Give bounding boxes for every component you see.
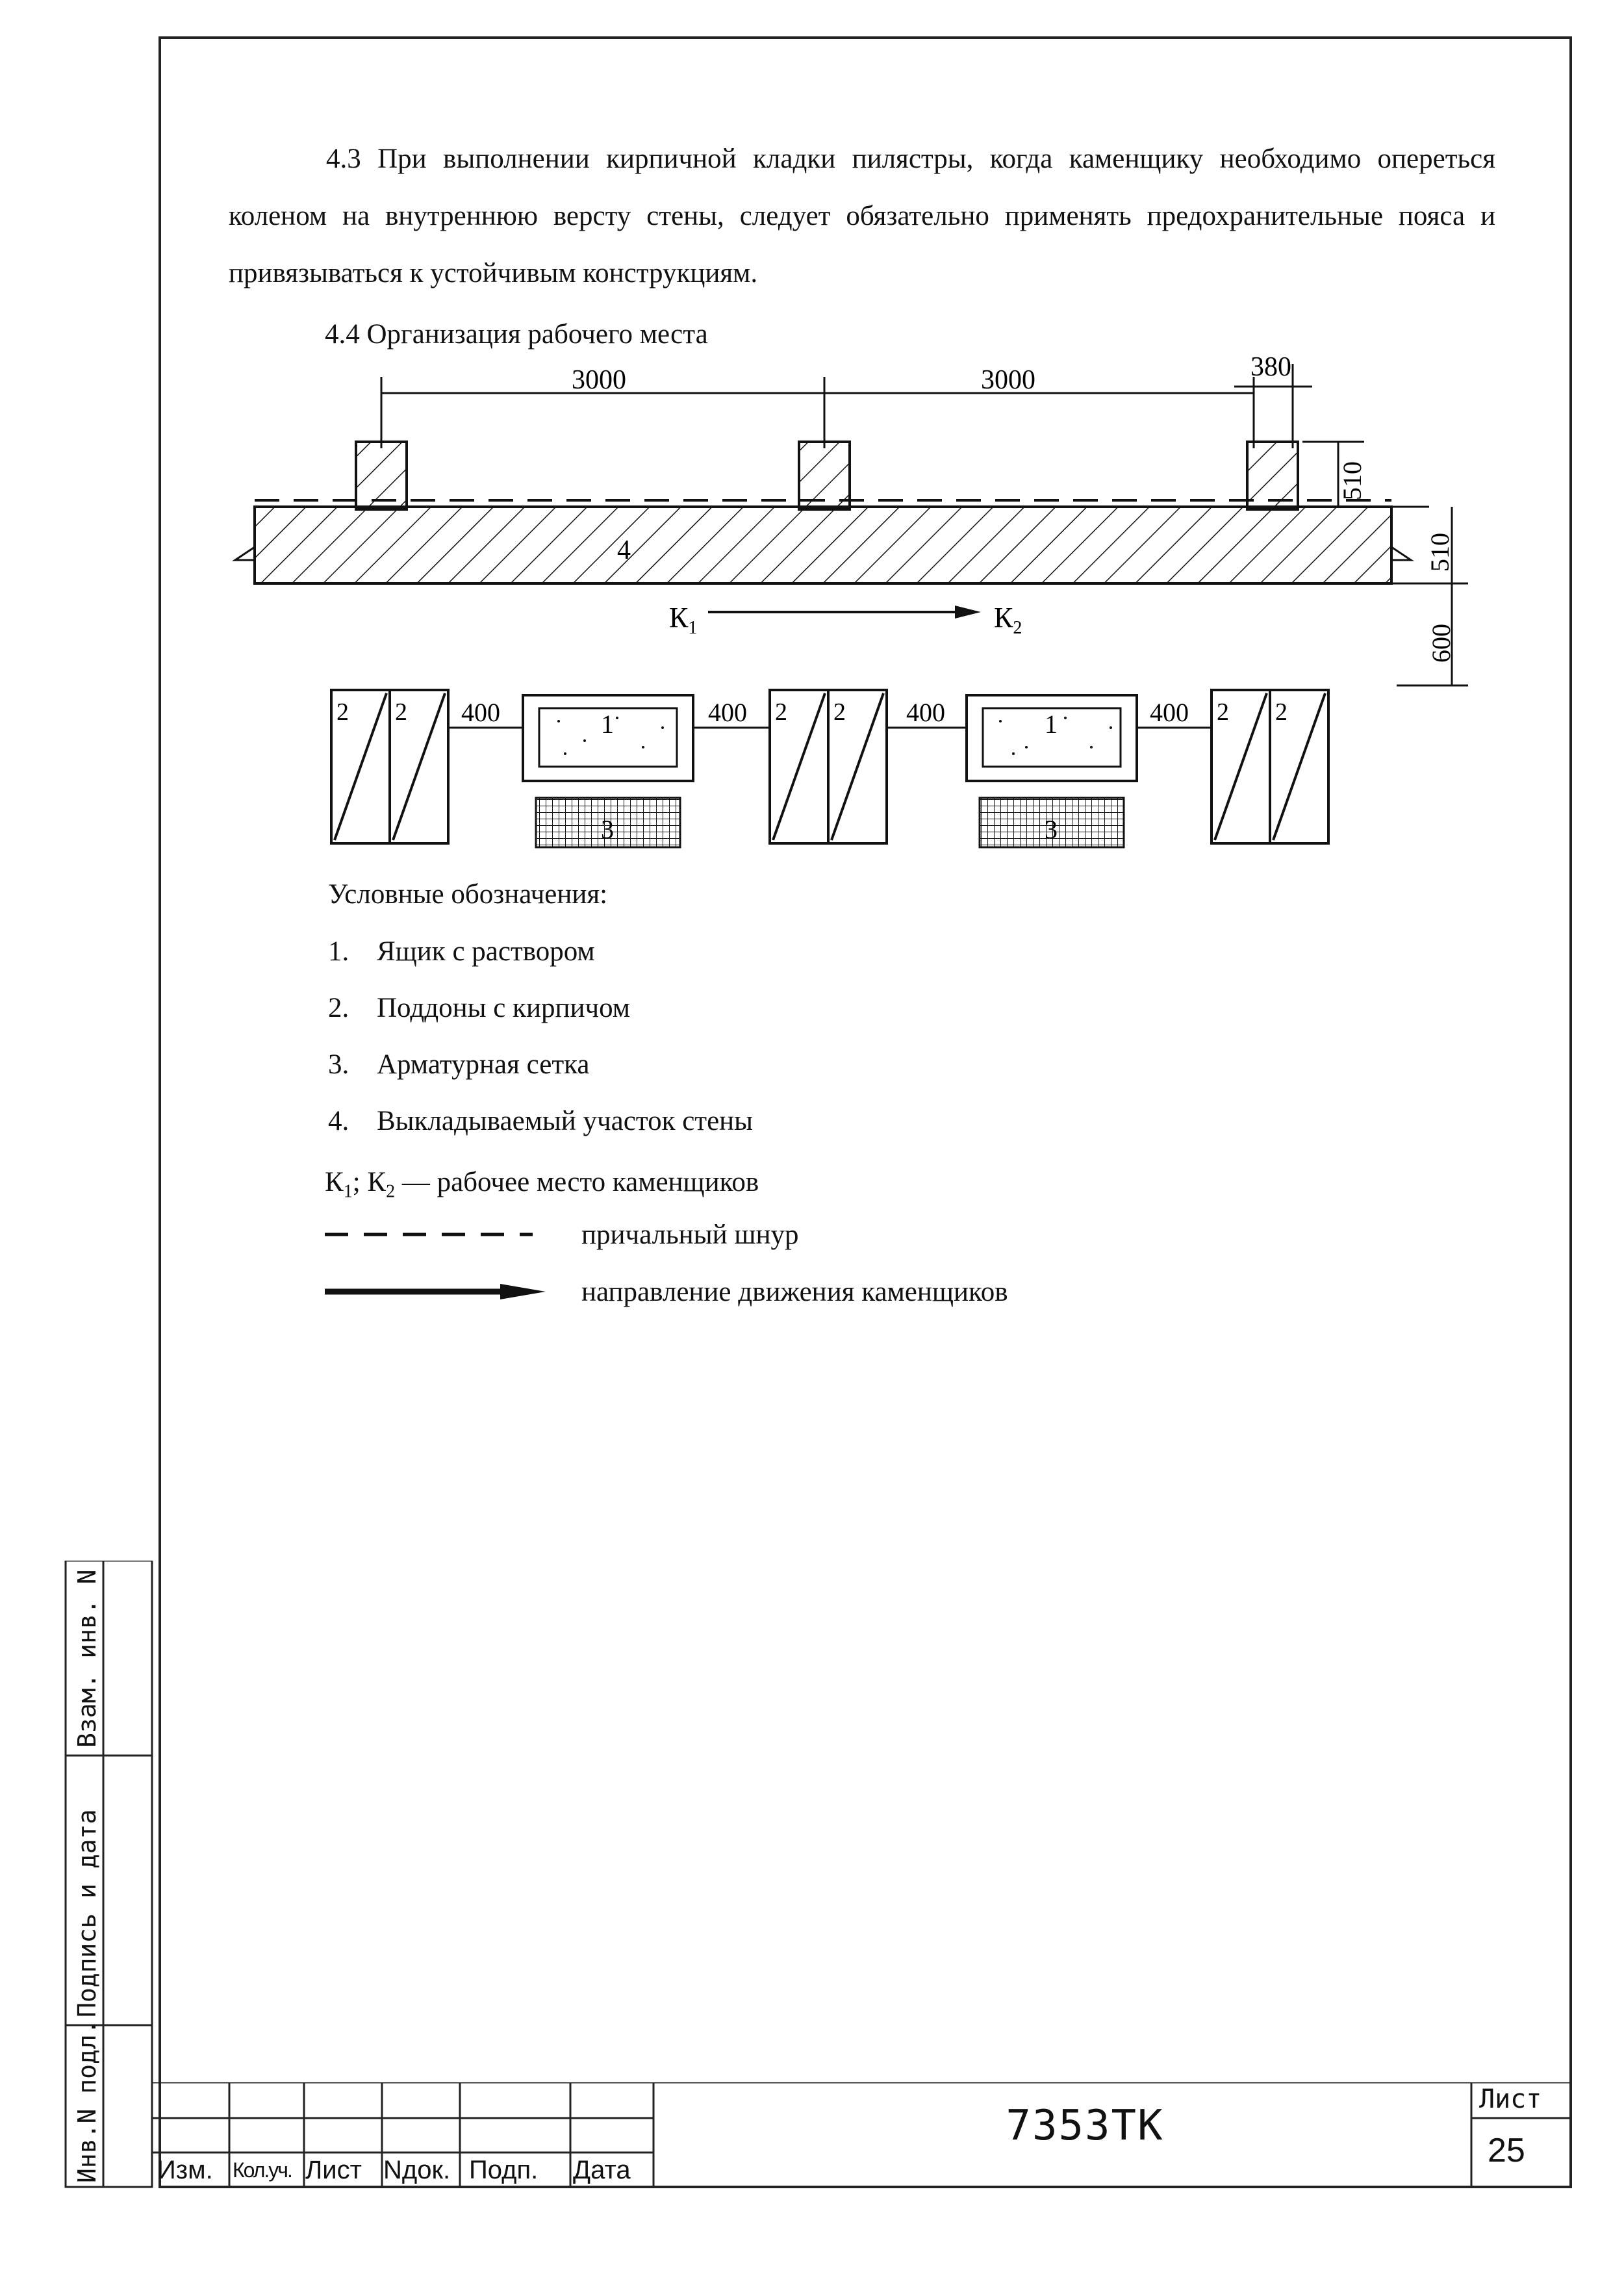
svg-text:1: 1 bbox=[1045, 709, 1058, 739]
side-label-vzam: Взам. инв. N bbox=[73, 1569, 101, 1748]
legend-title: Условные обозначения: bbox=[328, 879, 608, 910]
svg-text:400: 400 bbox=[906, 698, 945, 727]
legend-arrow bbox=[325, 1279, 546, 1305]
paragraph-4-3: 4.3 При выполнении кирпичной кладки пилястры, когда каменщику необходимо опереться коленом на внутреннюю версту стены, следует обязательно применять предохранительные пояса и привязываться к устойчивым конструкциям. bbox=[229, 144, 1495, 288]
svg-text:2: 2 bbox=[1217, 698, 1229, 726]
col-ndok: Nдок. bbox=[383, 2156, 451, 2184]
wall-label: 4 bbox=[617, 535, 631, 565]
legend-dashed-text: причальный шнур bbox=[581, 1220, 799, 1250]
svg-text:1: 1 bbox=[601, 709, 614, 739]
svg-text:3: 3 bbox=[601, 815, 614, 844]
svg-text:400: 400 bbox=[1150, 698, 1189, 727]
svg-text:2: 2 bbox=[775, 698, 787, 726]
sheet-number: 25 bbox=[1488, 2132, 1525, 2169]
dim-510-wall: 510 bbox=[1425, 533, 1454, 572]
svg-text:2: 2 bbox=[336, 698, 349, 726]
legend-item-4: 4. Выкладываемый участок стены bbox=[328, 1106, 754, 1136]
svg-text:2: 2 bbox=[833, 698, 846, 726]
legend-arrow-text: направление движения каменщиков bbox=[581, 1277, 1008, 1307]
col-list: Лист bbox=[305, 2156, 362, 2184]
pallet-group-2 bbox=[770, 690, 887, 843]
paragraph-4-4: 4.4 Организация рабочего места bbox=[325, 319, 708, 350]
svg-text:3: 3 bbox=[1045, 815, 1058, 844]
legend-item-1: 1. Ящик с раствором bbox=[328, 936, 595, 967]
svg-text:2: 2 bbox=[395, 698, 407, 726]
sheet-label: Лист bbox=[1479, 2084, 1542, 2114]
col-izm: Изм. bbox=[157, 2156, 213, 2184]
dim-510-pilaster: 510 bbox=[1338, 461, 1367, 500]
col-kolvo: Кол.уч. bbox=[233, 2158, 292, 2182]
legend-workplace: $К_1$; $К_2$ — рабочее место каменщиков bbox=[325, 1167, 759, 1202]
side-label-sign: Подпись и дата bbox=[73, 1809, 101, 2017]
col-podp: Подп. bbox=[469, 2156, 539, 2184]
dim-3000-left: 3000 bbox=[572, 365, 626, 395]
side-label-inv: Инв.N подл. bbox=[73, 2019, 101, 2183]
wall-section bbox=[235, 442, 1411, 583]
dim-3000-right: 3000 bbox=[981, 365, 1035, 395]
dim-600: 600 bbox=[1427, 624, 1456, 663]
document-code: 7353ТК bbox=[1006, 2102, 1164, 2150]
svg-text:400: 400 bbox=[708, 698, 747, 727]
legend-item-2: 2. Поддоны с кирпичом bbox=[328, 993, 631, 1023]
legend-item-3: 3. Арматурная сетка bbox=[328, 1049, 590, 1080]
dim-380: 380 bbox=[1250, 352, 1291, 382]
svg-text:2: 2 bbox=[1275, 698, 1288, 726]
col-data: Дата bbox=[573, 2156, 631, 2184]
pallet-group-1 bbox=[331, 690, 448, 843]
workplace-drawing bbox=[0, 0, 1624, 910]
svg-text:400: 400 bbox=[461, 698, 500, 727]
legend-dashed-line bbox=[325, 1221, 533, 1247]
k1-label: $К_1$ bbox=[669, 602, 698, 638]
title-block bbox=[151, 2082, 1572, 2188]
k2-label: $К_2$ bbox=[994, 602, 1022, 638]
pallet-group-3 bbox=[1212, 690, 1328, 843]
